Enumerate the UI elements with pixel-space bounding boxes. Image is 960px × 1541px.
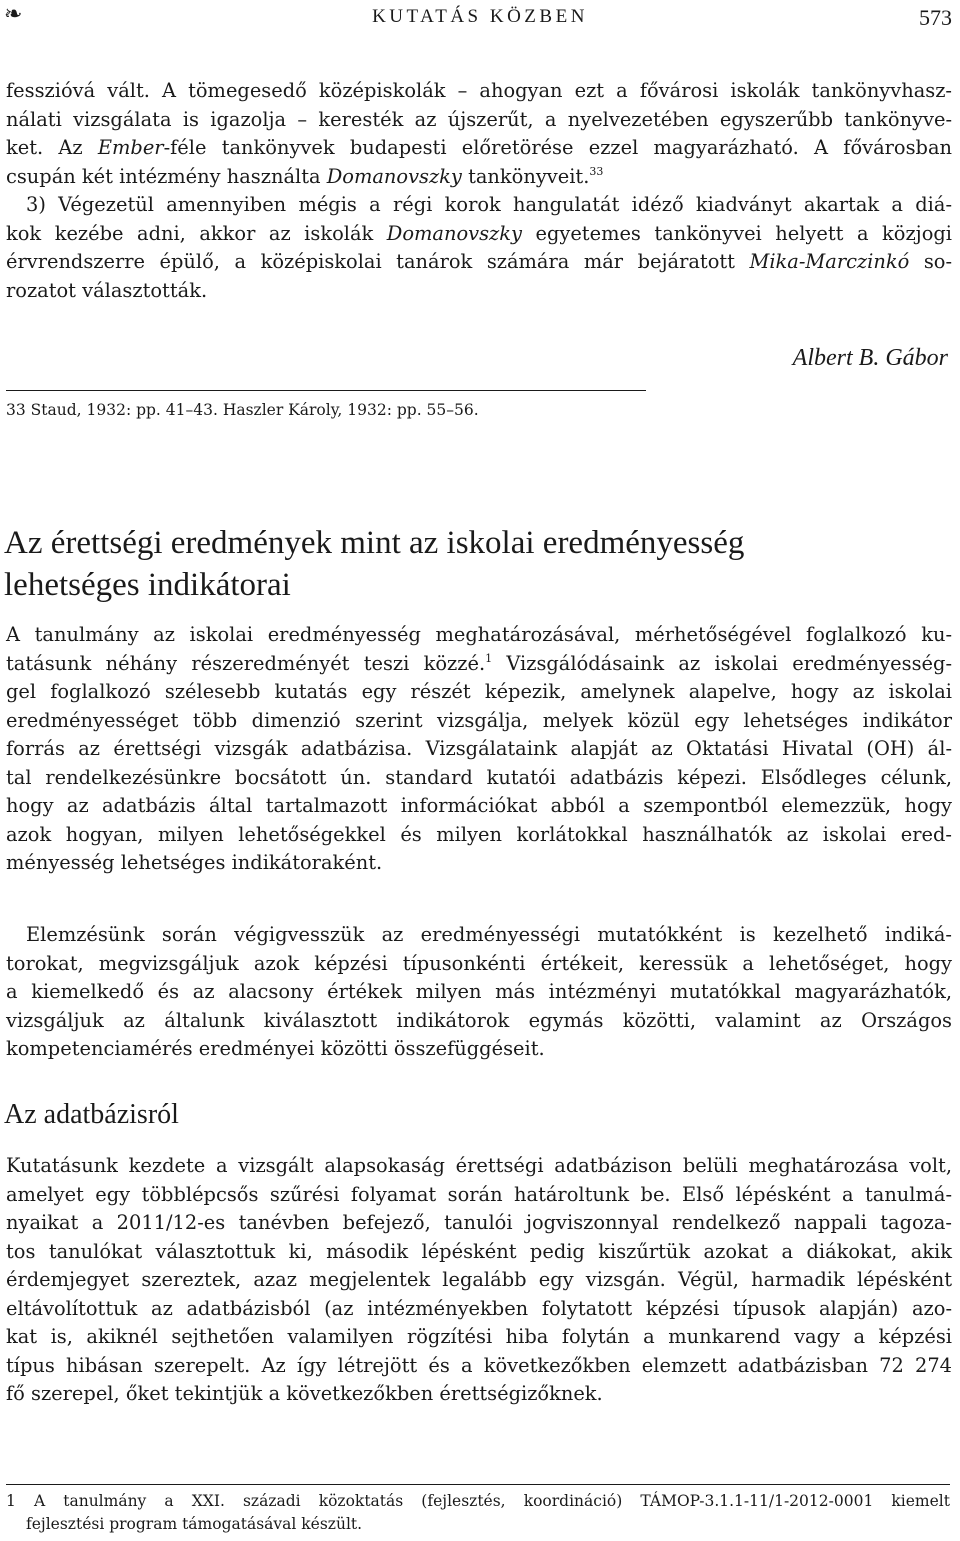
text-line: torokat, megvizsgáljuk azok képzési típusonkénti értékeit, keressük a lehetőséget, hogy: [6, 951, 952, 975]
running-head: KUTATÁS KÖZBEN: [372, 6, 588, 27]
name-mika-marczinko: Mika-Marczinkó: [749, 250, 910, 273]
text-line: kat is, akiknél sejthetően valamilyen rögzítési hiba folytán a munkarend vagy a képzési: [6, 1325, 952, 1348]
text-line: nálati vizsgálata is igazolja – keresték az újszerűt, a nyelvezetében egyszerűbb tankönyve-: [6, 107, 952, 131]
fleuron-ornament-icon: ❧: [4, 2, 23, 27]
point-3-paragraph: [6, 191, 952, 305]
text-line: típus hibásan szerepelt. Az így létrejött és a következőkben elemzett adatbázisban 72 274: [6, 1353, 952, 1377]
text-line: tal rendelkezésünkre bocsátott ún. standard kutatói adatbázis képezi. Elsődleges célunk,: [6, 765, 952, 789]
text-line: rozatot választották.: [6, 278, 208, 302]
footnote-1: [6, 1490, 950, 1536]
footnote-text: 33 Staud, 1932: pp. 41–43. Haszler Károly, 1932: pp. 55–56.: [6, 401, 479, 419]
footnote-rule: [6, 1484, 950, 1485]
text-line: ket. Az Ember-féle tankönyvek budapesti előretörése ezzel magyarázható. A fővárosban: [6, 136, 952, 159]
page-number: 573: [919, 5, 952, 30]
text-line: kompetenciamérés eredményei közötti összefüggéseit.: [6, 1037, 545, 1060]
name-domanovszky: Domanovszky: [326, 164, 462, 188]
text-line: tos tanulókat választottuk ki, második lépésként pedig kiszűrtük azokat a diákokat, akik: [6, 1239, 952, 1263]
text-line: Kutatásunk kezdete a vizsgált alapsokaság érettségi adatbázison belüli meghatározása volt,: [6, 1154, 952, 1177]
text-line: hogy az adatbázis által tartalmazott információkat abból a szempontból elemezzük, hogy: [6, 794, 952, 817]
text-line: forrás az érettségi vizsgák adatbázisa. Vizsgálataink alapját az Oktatási Hivatal (OH) ál-: [6, 737, 952, 760]
name-domanovszky: Domanovszky: [386, 221, 522, 245]
text-line: 3) Végezetül amennyiben mégis a régi korok hangulatát idéző kiadványt akartak a diá-: [26, 193, 952, 216]
text-line: eredményességet több dimenzió szerint vizsgálja, melyek közül egy lehetséges indikátor: [6, 708, 952, 732]
text-line: csupán két intézmény használta Domanovszky tankönyveit.$^{33}$: [6, 164, 604, 188]
name-ember: Ember: [97, 136, 164, 159]
text-line: ményesség lehetséges indikátoraként.: [6, 851, 383, 874]
footnote-text: 1 A tanulmány a XXI. századi közoktatás (fejlesztés, koordináció) TÁMOP-3.1.1-11/1-2012-0001 kiemelt: [6, 1492, 950, 1510]
paragraph-3: [6, 1152, 952, 1409]
text-line: azok hogyan, milyen lehetőségekkel és milyen korlátokkal használhatók az iskolai ered-: [6, 822, 952, 846]
text-line: érdemjegyet szereztek, azaz megjelentek legalább egy vizsgán. Végül, harmadik lépésként: [6, 1268, 952, 1291]
footnote-ref-1: 1: [485, 651, 493, 665]
text-line: gel foglalkozó szélesebb kutatás egy részét képezik, amelynek alapelve, hogy az iskolai: [6, 680, 952, 703]
text-line: kok kezébe adni, akkor az iskolák Domanovszky egyetemes tankönyvei helyett a közjogi: [6, 221, 952, 245]
text-line: Elemzésünk során végigvesszük az eredményességi mutatókként is kezelhető indiká-: [26, 923, 952, 946]
section-title: [4, 522, 744, 606]
subsection-title: Az adatbázisról: [4, 1099, 179, 1130]
text-line: tatásunk néhány részeredményét teszi közzé.$^1$ Vizsgálódásaink az iskolai eredményesség-: [6, 651, 952, 675]
author-signature-block: [6, 344, 952, 373]
section-title-line: Az érettségi eredmények mint az iskolai eredményesség: [4, 525, 745, 561]
text-line: érvrendszerre épülő, a középiskolai tanárok számára már bejáratott Mika-Marczinkó so-: [6, 250, 953, 273]
text-line: fesszióvá vált. A tömegesedő középiskolák – ahogyan ezt a fővárosi iskolák tankönyvhasz-: [6, 79, 952, 102]
paragraph-1: [6, 621, 952, 878]
footnote-text: fejlesztési program támogatásával készült.: [26, 1515, 363, 1533]
text-line: fő szerepel, őket tekintjük a következőkben érettségizőknek.: [6, 1382, 603, 1405]
section-title-line: lehetséges indikátorai: [4, 567, 291, 603]
text-line: a kiemelkedő és az alacsony értékek milyen más intézményi mutatókkal magyarázhatók,: [6, 980, 952, 1003]
text-line: A tanulmány az iskolai eredményesség meghatározásával, mérhetőségével foglalkozó ku-: [6, 623, 952, 646]
text-line: amelyet egy többlépcsős szűrési folyamat során határoltunk be. Első lépésként a tanulmá-: [6, 1182, 952, 1206]
footnote-33: [6, 399, 479, 422]
paragraph-2: [6, 921, 952, 1064]
footnote-rule: [6, 390, 646, 391]
author-signature: Albert B. Gábor: [792, 345, 948, 371]
text-line: nyaikat a 2011/12-es tanévben befejező, tanulói jogviszonnyal rendelkező nappali tagoza-: [6, 1211, 952, 1234]
text-line: eltávolítottuk az adatbázisból (az intézményekben folytatott képzési típusok alapján) azo-: [6, 1296, 952, 1320]
page-header: [0, 2, 960, 32]
intro-paragraph: [6, 77, 952, 191]
footnote-ref-33: 33: [589, 164, 604, 178]
text-line: vizsgáljuk az általunk kiválasztott indikátorok egymás közötti, valamint az Országos: [6, 1008, 952, 1032]
